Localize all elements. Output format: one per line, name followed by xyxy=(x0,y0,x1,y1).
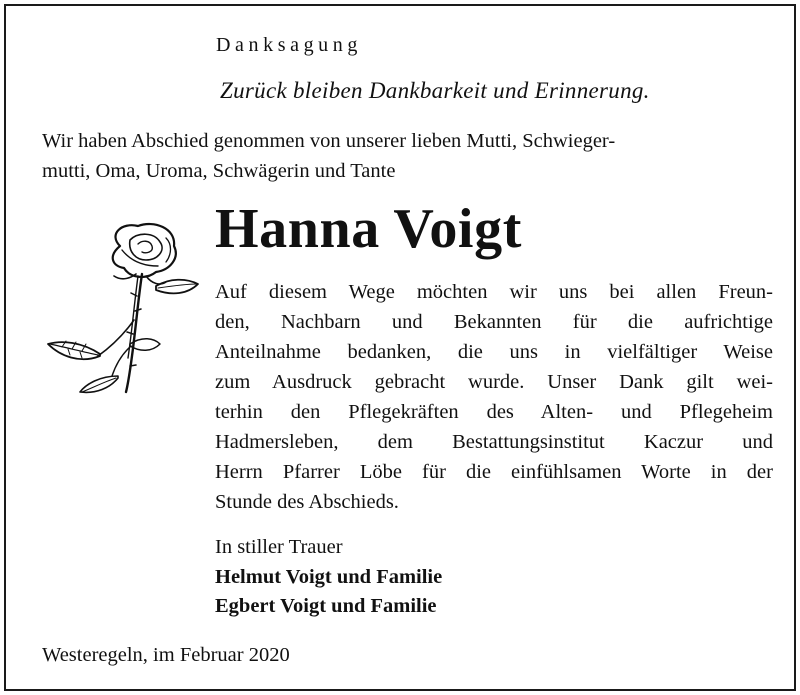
body-line: Auf diesem Wege möchten wir uns bei allen Freun- xyxy=(215,281,773,303)
motto-line: Zurück bleiben Dankbarkeit und Erinnerung. xyxy=(220,78,650,103)
body-line: den, Nachbarn und Bekannten für die aufrichtige xyxy=(215,311,773,333)
rose-icon xyxy=(38,216,206,394)
obituary-notice xyxy=(4,4,796,691)
body-line: Herrn Pfarrer Löbe für die einfühlsamen Worte in der xyxy=(215,461,773,483)
place-date: Westeregeln, im Februar 2020 xyxy=(42,644,290,666)
closing-phrase: In stiller Trauer xyxy=(215,536,343,558)
family-signature: Egbert Voigt und Familie xyxy=(215,595,437,617)
body-line: Anteilnahme bedanken, die uns in vielfältiger Weise xyxy=(215,341,773,363)
body-line: terhin den Pflegekräften des Alten- und Pflegeheim xyxy=(215,401,773,423)
intro-line: Wir haben Abschied genommen von unserer lieben Mutti, Schwieger- xyxy=(42,130,616,152)
intro-line: mutti, Oma, Uroma, Schwägerin und Tante xyxy=(42,160,396,182)
body-line: zum Ausdruck gebracht wurde. Unser Dank gilt wei- xyxy=(215,371,773,393)
notice-heading: Danksagung xyxy=(216,34,362,56)
body-line: Hadmersleben, dem Bestattungsinstitut Kaczur und xyxy=(215,431,773,453)
family-signature: Helmut Voigt und Familie xyxy=(215,566,443,588)
deceased-name: Hanna Voigt xyxy=(215,198,522,260)
body-line: Stunde des Abschieds. xyxy=(215,491,399,513)
